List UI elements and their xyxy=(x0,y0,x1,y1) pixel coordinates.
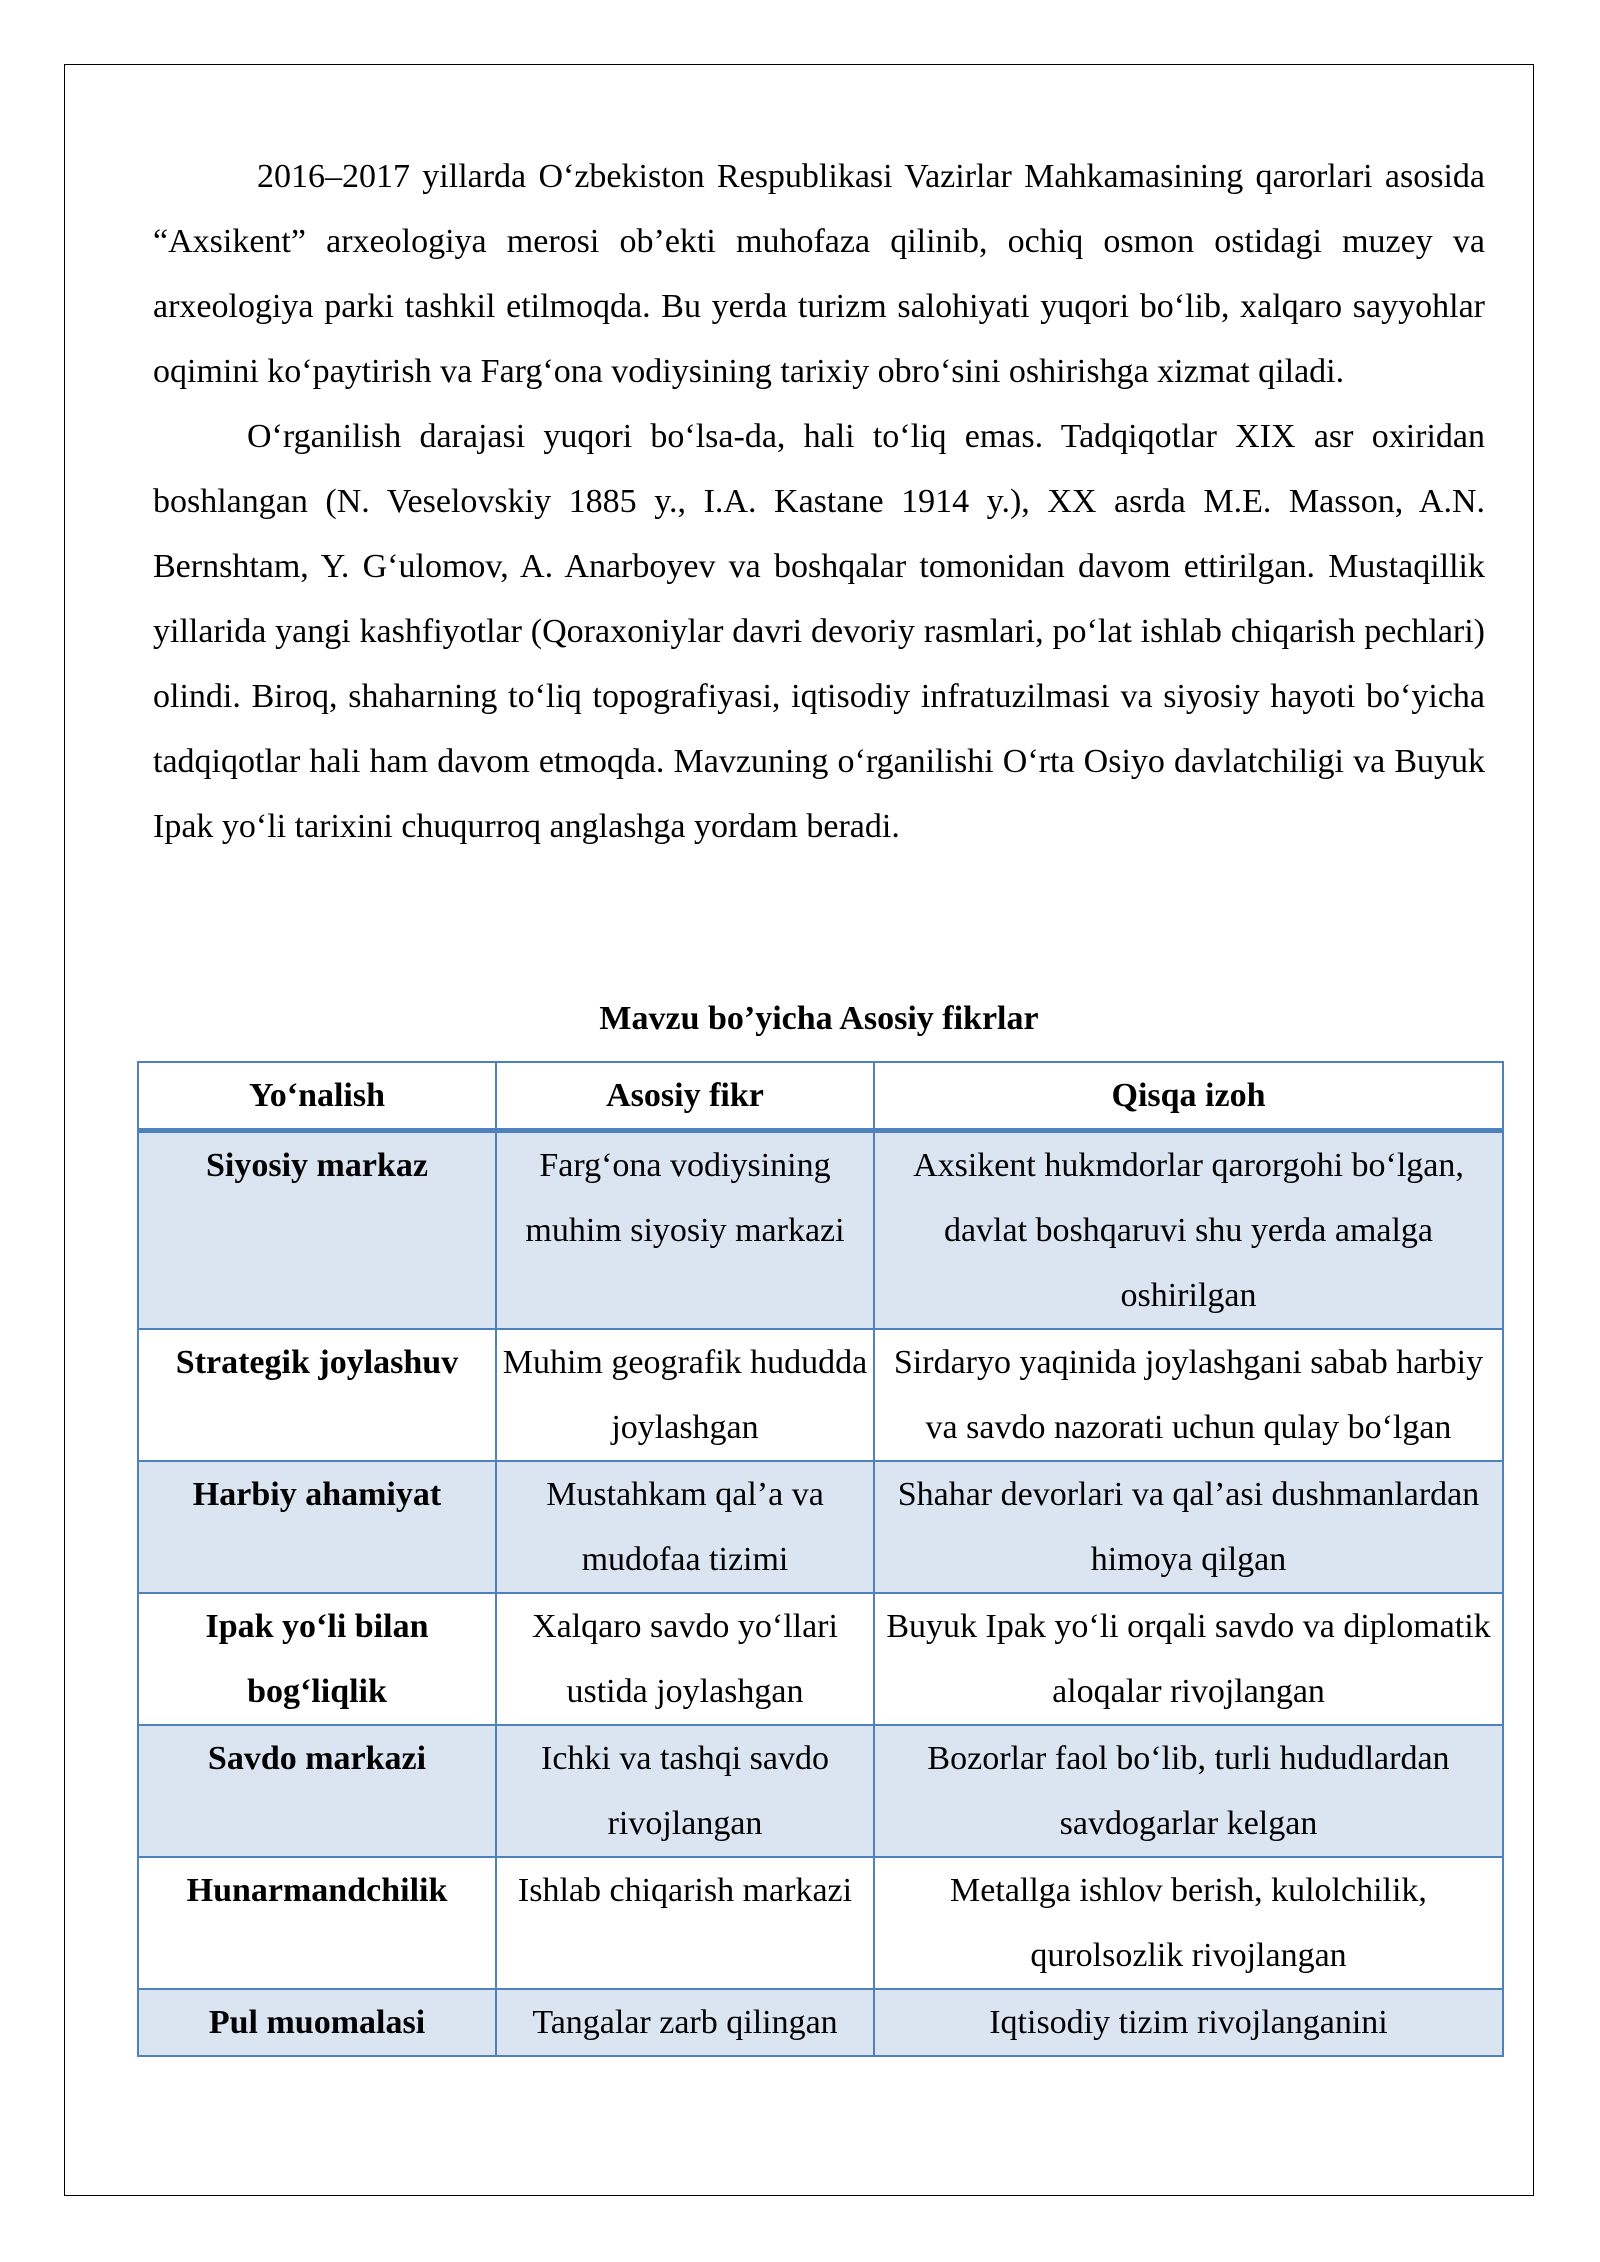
table-row xyxy=(138,1329,1503,1461)
cell-short-note: Bozorlar faol bo‘lib, turli hududlardan savdogarlar kelgan xyxy=(874,1725,1503,1857)
header-direction: Yo‘nalish xyxy=(138,1062,496,1131)
table-row xyxy=(138,1989,1503,2056)
table-row xyxy=(138,1593,1503,1725)
cell-direction: Hunarmandchilik xyxy=(138,1857,496,1989)
table-row xyxy=(138,1725,1503,1857)
table-header-row xyxy=(138,1062,1503,1131)
header-main-idea: Asosiy fikr xyxy=(496,1062,874,1131)
cell-direction: Siyosiy markaz xyxy=(138,1131,496,1330)
document-body xyxy=(153,144,1485,859)
cell-direction: Harbiy ahamiyat xyxy=(138,1461,496,1593)
cell-short-note: Metallga ishlov berish, kulolchilik, qurolsozlik rivojlangan xyxy=(874,1857,1503,1989)
cell-short-note: Sirdaryo yaqinida joylashgani sabab harbiy va savdo nazorati uchun qulay bo‘lgan xyxy=(874,1329,1503,1461)
cell-main-idea: Muhim geografik hududda joylashgan xyxy=(496,1329,874,1461)
paragraph-axsikent-museum: 2016–2017 yillarda O‘zbekiston Respublikasi Vazirlar Mahkamasining qarorlari asosida “Axsikent” arxeologiya merosi ob’ekti muhofaza qilinib, ochiq osmon ostidagi muzey va arxeologiya parki tashkil etilmoqda. Bu yerda turizm salohiyati yuqori bo‘lib, xalqaro sayyohlar oqimini ko‘paytirish va Farg‘ona vodiysining tarixiy obro‘sini oshirishga xizmat qiladi. xyxy=(153,158,1485,390)
cell-main-idea: Ishlab chiqarish markazi xyxy=(496,1857,874,1989)
cell-direction: Strategik joylashuv xyxy=(138,1329,496,1461)
cell-short-note: Iqtisodiy tizim rivojlanganini xyxy=(874,1989,1503,2056)
table-row xyxy=(138,1461,1503,1593)
cell-direction: Pul muomalasi xyxy=(138,1989,496,2056)
table-title: Mavzu bo’yicha Asosiy fikrlar xyxy=(599,1000,1039,1037)
header-short-note: Qisqa izoh xyxy=(874,1062,1503,1131)
key-ideas-table xyxy=(137,1061,1504,2057)
cell-main-idea: Farg‘ona vodiysining muhim siyosiy markazi xyxy=(496,1131,874,1330)
paragraph-research-history: O‘rganilish darajasi yuqori bo‘lsa-da, hali to‘liq emas. Tadqiqotlar XIX asr oxiridan boshlangan (N. Veselovskiy 1885 y., I.A. Kastane 1914 y.), XX asrda M.E. Masson, A.N. Bernshtam, Y. G‘ulomov, A. Anarboyev va boshqalar tomonidan davom ettirilgan. Mustaqillik yillarida yangi kashfiyotlar (Qoraxoniylar davri devoriy rasmlari, po‘lat ishlab chiqarish pechlari) olindi. Biroq, shaharning to‘liq topografiyasi, iqtisodiy infratuzilmasi va siyosiy hayoti bo‘yicha tadqiqotlar hali ham davom etmoqda. Mavzuning o‘rganilishi O‘rta Osiyo davlatchiligi va Buyuk Ipak yo‘li tarixini chuqurroq anglashga yordam beradi. xyxy=(153,418,1485,845)
cell-main-idea: Tangalar zarb qilingan xyxy=(496,1989,874,2056)
table-row xyxy=(138,1131,1503,1330)
table-row xyxy=(138,1857,1503,1989)
cell-short-note: Buyuk Ipak yo‘li orqali savdo va diplomatik aloqalar rivojlangan xyxy=(874,1593,1503,1725)
cell-short-note: Shahar devorlari va qal’asi dushmanlardan himoya qilgan xyxy=(874,1461,1503,1593)
cell-short-note: Axsikent hukmdorlar qarorgohi bo‘lgan, davlat boshqaruvi shu yerda amalga oshirilgan xyxy=(874,1131,1503,1330)
cell-main-idea: Ichki va tashqi savdo rivojlangan xyxy=(496,1725,874,1857)
cell-main-idea: Mustahkam qal’a va mudofaa tizimi xyxy=(496,1461,874,1593)
cell-main-idea: Xalqaro savdo yo‘llari ustida joylashgan xyxy=(496,1593,874,1725)
cell-direction: Savdo markazi xyxy=(138,1725,496,1857)
cell-direction: Ipak yo‘li bilan bog‘liqlik xyxy=(138,1593,496,1725)
